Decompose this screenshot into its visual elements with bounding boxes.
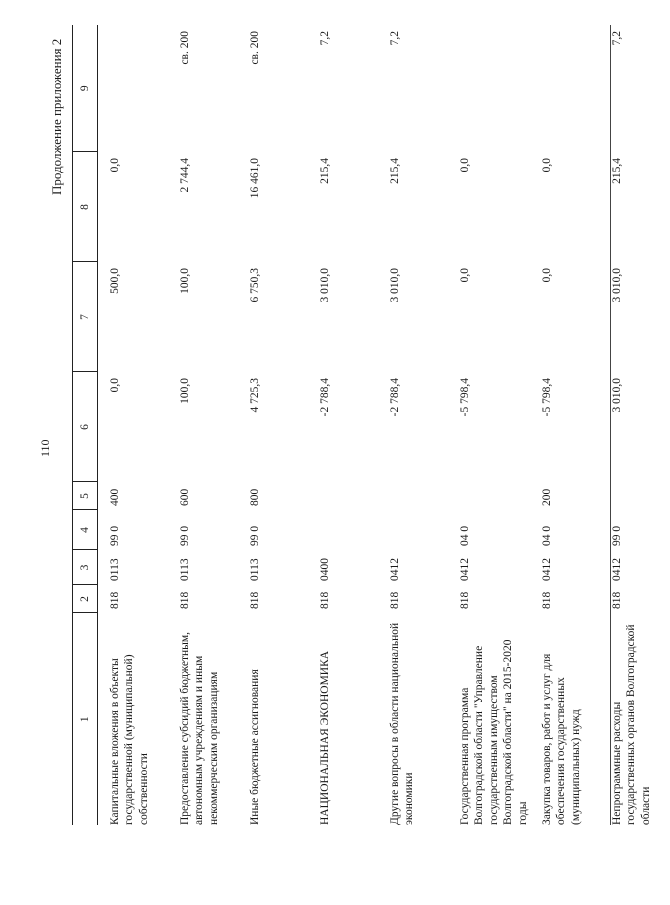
expense-type <box>308 482 378 510</box>
value-col-9 <box>98 25 169 152</box>
ministry-code: 818 <box>389 591 401 609</box>
value-col-8: 0,0 <box>540 158 553 173</box>
item-name: Другие вопросы в области национальной экономики <box>389 622 416 825</box>
item-name: Непрограммные расходы государственных органов Волгоградской области <box>610 624 652 825</box>
value-col-9: 7,2 <box>389 31 401 46</box>
section-code: 0113 <box>179 558 191 581</box>
ministry-code: 818 <box>459 591 471 609</box>
value-col-8: 16 461,0 <box>249 158 261 199</box>
section-code: 0400 <box>319 558 331 581</box>
value-col-8: 215,4 <box>389 158 401 184</box>
ministry-code: 818 <box>179 591 191 609</box>
section-code: 0113 <box>109 558 121 581</box>
value-col-6: -5 798,4 <box>459 378 471 417</box>
section-code: 0412 <box>459 558 471 581</box>
target-code: 04 0 <box>540 525 553 546</box>
table-row <box>530 25 600 825</box>
value-col-9 <box>530 25 600 152</box>
ministry-code: 818 <box>319 591 331 609</box>
value-col-8: 215,4 <box>610 158 623 184</box>
value-col-7: 0,0 <box>459 268 471 283</box>
value-col-8: 215,4 <box>319 158 331 184</box>
col-header-1: 1 <box>73 613 98 825</box>
expense-type <box>378 482 448 510</box>
value-col-6: 4 725,3 <box>249 378 261 413</box>
value-col-6: 100,0 <box>179 378 191 404</box>
target-code: 99 0 <box>109 525 121 546</box>
table-row <box>238 25 308 825</box>
expense-type: 800 <box>249 488 261 506</box>
section-code: 0412 <box>540 558 553 581</box>
value-col-6: 0,0 <box>109 378 121 393</box>
value-col-8: 2 744,4 <box>179 158 191 193</box>
value-col-8: 0,0 <box>109 158 121 173</box>
value-col-7: 0,0 <box>540 268 553 283</box>
item-name: Закупка товаров, работ и услуг для обеспечения государственных (муниципальных) нужд <box>540 653 582 825</box>
section-code: 0113 <box>249 558 261 581</box>
col-header-3: 3 <box>73 550 98 585</box>
expense-type: 200 <box>540 488 553 506</box>
section-code: 0412 <box>389 558 401 581</box>
col-header-5: 5 <box>73 482 98 510</box>
table-row <box>98 25 169 825</box>
value-col-7: 3 010,0 <box>319 268 331 303</box>
header-row <box>73 25 98 825</box>
col-header-9: 9 <box>73 25 98 152</box>
value-col-9: 7,2 <box>610 31 623 46</box>
table-row <box>448 25 530 825</box>
value-col-6: -2 788,4 <box>319 378 331 417</box>
item-name: Иные бюджетные ассигнования <box>249 669 261 825</box>
value-col-6: 3 010,0 <box>610 378 623 413</box>
item-name: Капитальные вложения в объекты государственной (муниципальной) собственности <box>109 654 150 825</box>
value-col-7: 6 750,3 <box>249 268 261 303</box>
ministry-code: 818 <box>109 591 121 609</box>
target-code <box>378 510 448 550</box>
value-col-6: -2 788,4 <box>389 378 401 417</box>
expense-type: 400 <box>109 488 121 506</box>
expense-type: 600 <box>179 488 191 506</box>
table-row <box>308 25 378 825</box>
section-code: 0412 <box>610 558 623 581</box>
page-number: 110 <box>38 439 52 457</box>
value-col-9: св. 200 <box>179 31 191 65</box>
target-code: 99 0 <box>610 525 623 546</box>
target-code: 04 0 <box>459 525 471 546</box>
target-code: 99 0 <box>179 525 191 546</box>
target-code <box>308 510 378 550</box>
value-col-7: 3 010,0 <box>389 268 401 303</box>
value-col-7: 3 010,0 <box>610 268 623 303</box>
value-col-9: св. 200 <box>249 31 261 65</box>
item-name: Предоставление субсидий бюджетным, автономным учреждениям и иным некоммерческим организациям <box>179 631 220 825</box>
bottom-rule <box>610 25 611 825</box>
col-header-7: 7 <box>73 262 98 372</box>
col-header-4: 4 <box>73 510 98 550</box>
budget-table <box>72 25 670 825</box>
col-header-2: 2 <box>73 585 98 613</box>
table-row <box>378 25 448 825</box>
expense-type <box>448 482 530 510</box>
item-name: НАЦИОНАЛЬНАЯ ЭКОНОМИКА <box>319 650 331 825</box>
target-code: 99 0 <box>249 525 261 546</box>
ministry-code: 818 <box>540 591 553 609</box>
item-name: Государственная программа Волгоградской области "Управление государственным имуществом Волгоградской области" на 2015-2020 годы <box>459 639 529 825</box>
value-col-6: -5 798,4 <box>540 378 553 417</box>
col-header-6: 6 <box>73 372 98 482</box>
ministry-code: 818 <box>610 591 623 609</box>
value-col-9: 7,2 <box>319 31 331 46</box>
col-header-8: 8 <box>73 152 98 262</box>
ministry-code: 818 <box>249 591 261 609</box>
value-col-7: 500,0 <box>109 268 121 294</box>
table-row <box>168 25 238 825</box>
continuation-note: Продолжение приложения 2 <box>49 38 64 195</box>
value-col-7: 100,0 <box>179 268 191 294</box>
value-col-8: 0,0 <box>459 158 471 173</box>
value-col-9 <box>448 25 530 152</box>
